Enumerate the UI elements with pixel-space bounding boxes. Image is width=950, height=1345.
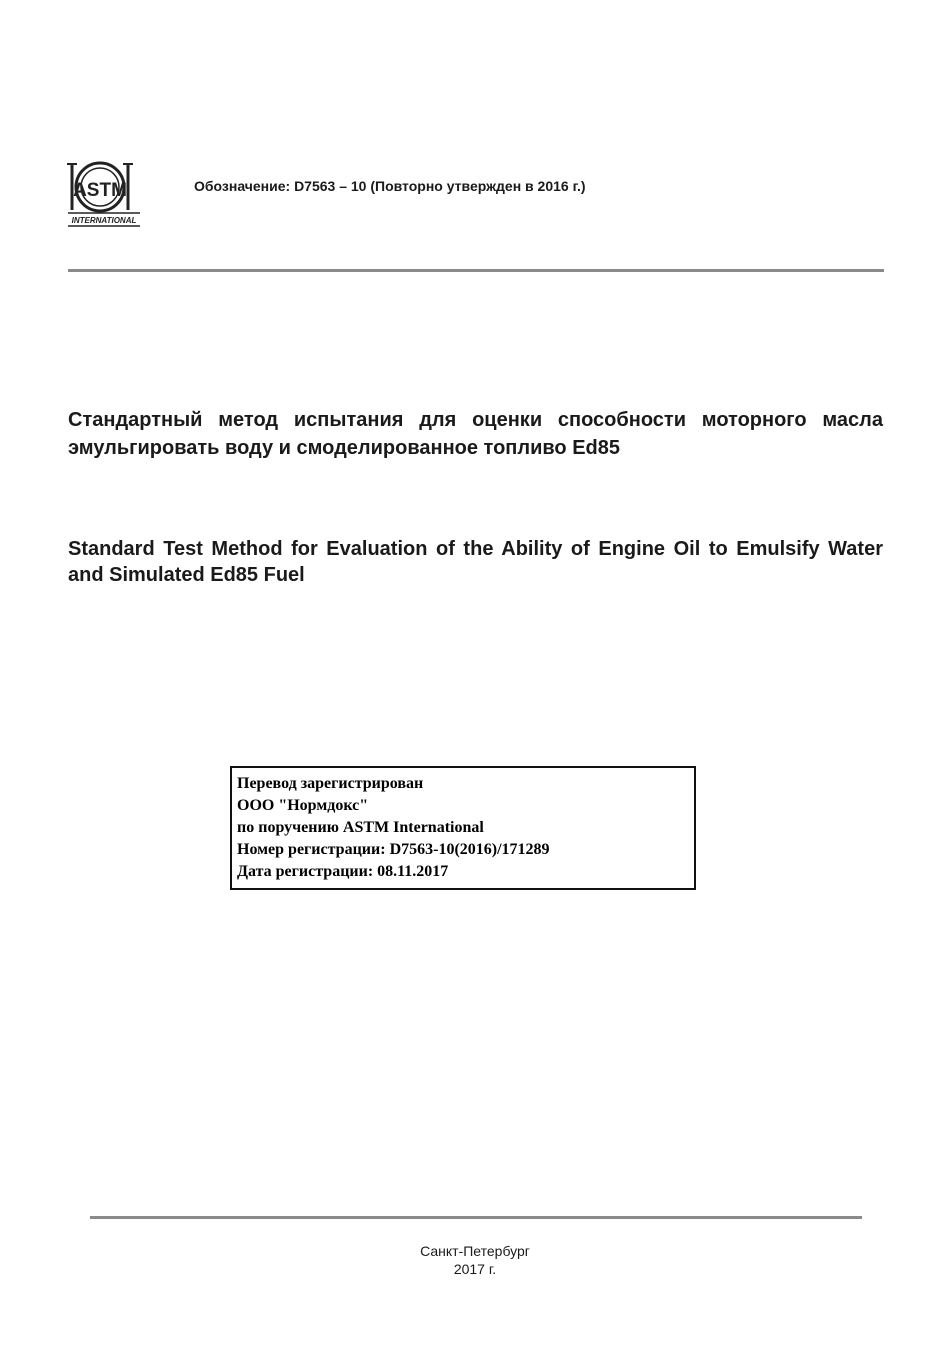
astm-logo [66,160,144,228]
title-russian: Стандартный метод испытания для оценки способности моторного масла эмульгировать воду и смоделированное топливо Ed85 [68,409,883,459]
document-designation: Обозначение: D7563 – 10 (Повторно утвержден в 2016 г.) [194,178,586,194]
footer-divider [90,1216,862,1219]
registration-line-translated: Перевод зарегистрирован [237,775,424,792]
registration-line-company: ООО "Нормдокс" [237,797,369,814]
footer-year: 2017 г. [453,1261,497,1277]
footer-city: Санкт-Петербург [420,1243,530,1259]
registration-line-on-behalf: по поручению ASTM International [237,819,484,836]
registration-box [230,766,696,890]
title-english: Standard Test Method for Evaluation of the Ability of Engine Oil to Emulsify Water and Simulated Ed85 Fuel [68,538,883,586]
header-divider [68,269,884,272]
footer [0,1242,950,1278]
svg-text:INTERNATIONAL: INTERNATIONAL [71,216,137,225]
svg-text:ASTM: ASTM [73,180,127,201]
registration-number: Номер регистрации: D7563-10(2016)/171289 [237,841,550,858]
registration-date: Дата регистрации: 08.11.2017 [237,863,449,880]
